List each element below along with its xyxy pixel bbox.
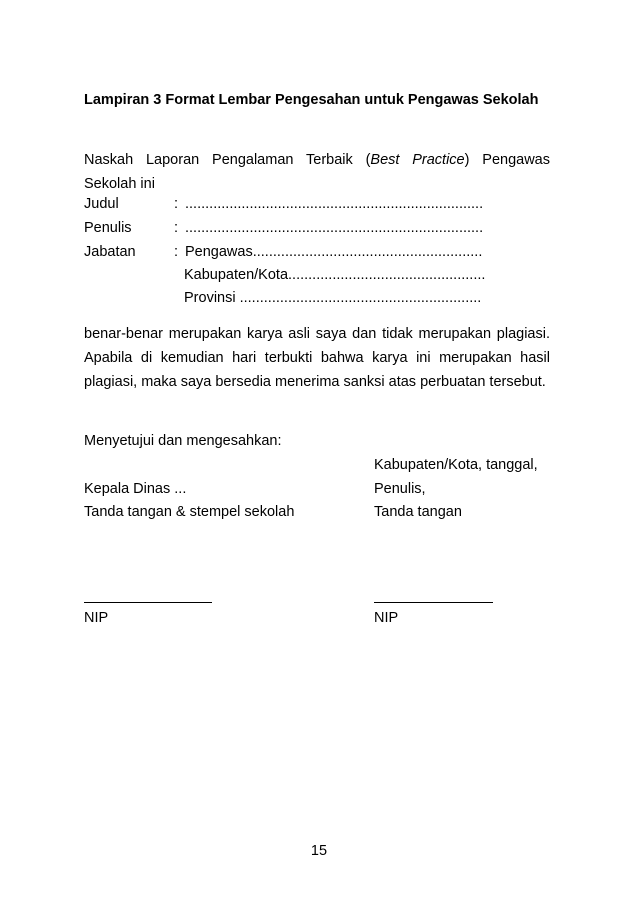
penulis-colon: : bbox=[174, 220, 179, 236]
left-role: Kepala Dinas ... bbox=[84, 481, 187, 497]
right-signature-line bbox=[374, 602, 493, 603]
left-sign-note: Tanda tangan & stempel sekolah bbox=[84, 504, 295, 520]
penulis-label: Penulis bbox=[84, 220, 132, 236]
jabatan-value: Pengawas......................................................... bbox=[185, 244, 483, 260]
document-title: Lampiran 3 Format Lembar Pengesahan untuk Pengawas Sekolah bbox=[84, 92, 539, 108]
judul-value: .......................................................................... bbox=[185, 196, 484, 212]
statement-paragraph: benar-benar merupakan karya asli saya dan tidak merupakan plagiasi. Apabila di kemudian hari terbukti bahwa karya ini merupakan hasil plagiasi, maka saya bersedia menerima sanksi atas perbuatan tersebut. bbox=[84, 326, 550, 390]
judul-colon: : bbox=[174, 196, 179, 212]
judul-label: Judul bbox=[84, 196, 119, 212]
approval-heading: Menyetujui dan mengesahkan: bbox=[84, 433, 282, 449]
right-nip: NIP bbox=[374, 610, 399, 626]
left-nip: NIP bbox=[84, 610, 109, 626]
jabatan-colon: : bbox=[174, 244, 179, 260]
penulis-value: .......................................................................... bbox=[185, 220, 484, 236]
place-date: Kabupaten/Kota, tanggal, bbox=[374, 457, 538, 473]
intro-text-before: Naskah Laporan Pengalaman Terbaik ( bbox=[84, 152, 371, 168]
intro-text-italic: Best Practice bbox=[370, 152, 465, 168]
right-role: Penulis, bbox=[374, 481, 426, 497]
provinsi-value: Provinsi ............................................................ bbox=[184, 290, 482, 306]
jabatan-label: Jabatan bbox=[84, 244, 136, 260]
intro-paragraph bbox=[84, 148, 550, 196]
kabupaten-value: Kabupaten/Kota................................................. bbox=[184, 267, 486, 283]
page-number: 15 bbox=[310, 843, 328, 859]
intro-text-after: ) Pengawas Sekolah ini bbox=[84, 152, 550, 192]
left-signature-line bbox=[84, 602, 212, 603]
right-sign-note: Tanda tangan bbox=[374, 504, 462, 520]
